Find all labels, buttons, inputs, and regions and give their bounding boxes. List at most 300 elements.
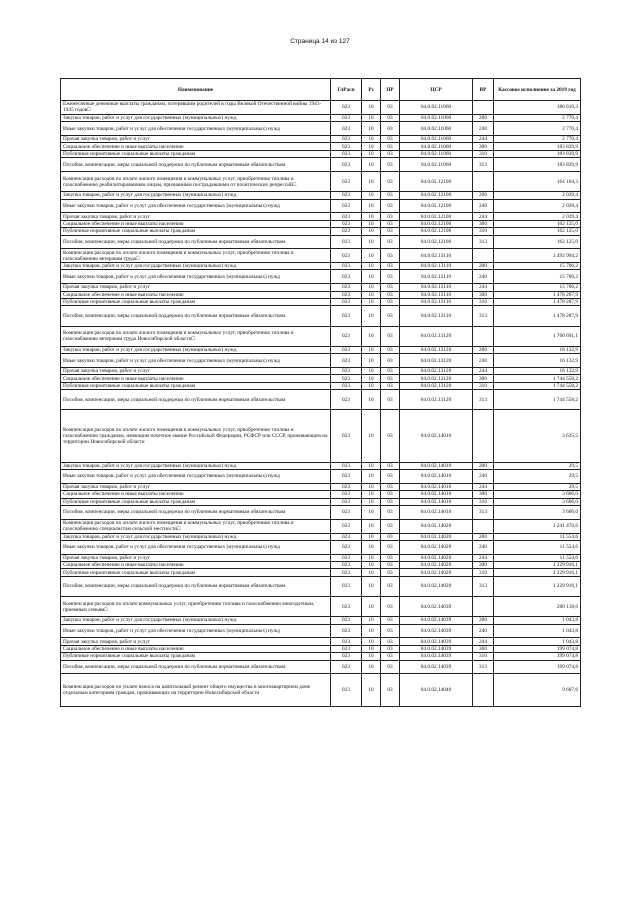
row-grbs: 023 bbox=[331, 326, 362, 346]
column-header-vr: ВР bbox=[473, 79, 494, 101]
table-row bbox=[61, 291, 581, 298]
row-pr: 03 bbox=[381, 235, 400, 249]
row-csr: 04.0.02.13120 bbox=[400, 346, 473, 353]
row-name: Иные закупки товаров, работ и услуг для обеспечения государственных (муниципальных) нужд bbox=[61, 354, 331, 368]
row-name: Пособия, компенсации, меры социальной поддержки по публичным нормативным обязательствам bbox=[61, 660, 331, 674]
row-sum: 1 744 558,2 bbox=[494, 390, 581, 410]
table-row bbox=[61, 235, 581, 249]
row-pr: 03 bbox=[381, 533, 400, 540]
row-name: Компенсация расходов по оплате жилого помещения и коммунальных услуг, приобретению топлива и газоснабжению гражданам, имеющим почетное звание Российской Федерации, РСФСР или СССР, проживающим на территории Новосибирской области bbox=[61, 410, 331, 462]
row-vr: 300 bbox=[473, 645, 494, 652]
row-grbs: 023 bbox=[331, 270, 362, 284]
table-row bbox=[61, 199, 581, 213]
column-header-name: Наименование bbox=[61, 79, 331, 101]
row-vr: 300 bbox=[473, 375, 494, 382]
row-grbs: 023 bbox=[331, 519, 362, 533]
table-row bbox=[61, 390, 581, 410]
row-rz: 10 bbox=[362, 660, 381, 674]
table-row bbox=[61, 597, 581, 617]
row-pr: 03 bbox=[381, 346, 400, 353]
row-grbs: 023 bbox=[331, 562, 362, 569]
row-sum: 1 493 994,2 bbox=[494, 249, 581, 263]
row-pr: 03 bbox=[381, 382, 400, 389]
row-csr: 04.0.02.14010 bbox=[400, 491, 473, 498]
row-pr: 03 bbox=[381, 505, 400, 519]
row-grbs: 023 bbox=[331, 576, 362, 596]
row-rz: 10 bbox=[362, 375, 381, 382]
table-row bbox=[61, 554, 581, 561]
row-vr: 240 bbox=[473, 469, 494, 483]
row-csr: 04.0.02.14020 bbox=[400, 569, 473, 576]
row-vr: 310 bbox=[473, 498, 494, 505]
row-grbs: 023 bbox=[331, 645, 362, 652]
row-rz: 10 bbox=[362, 576, 381, 596]
row-name: Социальное обеспечение и иные выплаты населению bbox=[61, 491, 331, 498]
row-grbs: 023 bbox=[331, 390, 362, 410]
row-vr: 244 bbox=[473, 483, 494, 490]
row-sum: 15 706,2 bbox=[494, 263, 581, 270]
row-rz: 10 bbox=[362, 171, 381, 191]
row-csr: 04.0.02.13120 bbox=[400, 368, 473, 375]
row-rz: 10 bbox=[362, 533, 381, 540]
row-grbs: 023 bbox=[331, 540, 362, 554]
row-name: Публичные нормативные социальные выплаты гражданам bbox=[61, 569, 331, 576]
row-rz: 10 bbox=[362, 235, 381, 249]
row-grbs: 023 bbox=[331, 192, 362, 199]
row-name: Закупка товаров, работ и услуг для государственных (муниципальных) нужд bbox=[61, 533, 331, 540]
row-sum: 183 839,9 bbox=[494, 143, 581, 150]
row-csr: 04.0.02.14020 bbox=[400, 533, 473, 540]
row-name: Иные закупки товаров, работ и услуг для обеспечения государственных (муниципальных) нужд bbox=[61, 624, 331, 638]
row-sum: 199 074,8 bbox=[494, 653, 581, 660]
column-header-csr: ЦСР bbox=[400, 79, 473, 101]
row-name: Закупка товаров, работ и услуг для государственных (муниципальных) нужд bbox=[61, 263, 331, 270]
row-sum: 2 770,4 bbox=[494, 122, 581, 136]
row-name: Прочая закупка товаров, работ и услуг bbox=[61, 284, 331, 291]
row-pr: 03 bbox=[381, 299, 400, 306]
row-csr: 04.0.02.14020 bbox=[400, 519, 473, 533]
table-row bbox=[61, 562, 581, 569]
table-row bbox=[61, 469, 581, 483]
row-grbs: 023 bbox=[331, 114, 362, 121]
row-sum: 162 125,0 bbox=[494, 220, 581, 227]
row-grbs: 023 bbox=[331, 375, 362, 382]
row-name: Иные закупки товаров, работ и услуг для обеспечения государственных (муниципальных) нужд bbox=[61, 469, 331, 483]
row-grbs: 023 bbox=[331, 491, 362, 498]
row-csr: 04.0.02.11060 bbox=[400, 158, 473, 172]
row-vr: 240 bbox=[473, 270, 494, 284]
row-rz: 10 bbox=[362, 270, 381, 284]
row-csr: 04.0.02.14020 bbox=[400, 562, 473, 569]
table-row bbox=[61, 158, 581, 172]
table-row bbox=[61, 491, 581, 498]
row-rz: 10 bbox=[362, 192, 381, 199]
row-csr: 04.0.02.11060 bbox=[400, 150, 473, 157]
row-pr: 03 bbox=[381, 101, 400, 115]
row-grbs: 023 bbox=[331, 483, 362, 490]
row-grbs: 023 bbox=[331, 653, 362, 660]
table-row bbox=[61, 645, 581, 652]
row-vr: 300 bbox=[473, 491, 494, 498]
table-row bbox=[61, 150, 581, 157]
row-vr bbox=[473, 410, 494, 462]
row-rz: 10 bbox=[362, 228, 381, 235]
row-pr: 03 bbox=[381, 228, 400, 235]
table-row bbox=[61, 326, 581, 346]
table-row bbox=[61, 192, 581, 199]
row-csr: 04.0.02.14039 bbox=[400, 617, 473, 624]
row-csr: 04.0.02.14039 bbox=[400, 638, 473, 645]
row-name: Компенсация расходов по оплате жилого помещения и коммунальных услуг, приобретению топлива и газоснабжению ветеранам труда Новосибирской области□ bbox=[61, 326, 331, 346]
row-grbs: 023 bbox=[331, 533, 362, 540]
row-grbs: 023 bbox=[331, 122, 362, 136]
table-header-row bbox=[61, 79, 581, 101]
row-vr: 240 bbox=[473, 122, 494, 136]
row-pr: 03 bbox=[381, 135, 400, 142]
row-sum: 183 839,9 bbox=[494, 150, 581, 157]
row-csr: 04.0.02.13110 bbox=[400, 306, 473, 326]
row-rz: 10 bbox=[362, 390, 381, 410]
row-pr: 03 bbox=[381, 291, 400, 298]
row-name: Закупка товаров, работ и услуг для государственных (муниципальных) нужд bbox=[61, 114, 331, 121]
row-rz: 10 bbox=[362, 101, 381, 115]
row-sum: 11 554,6 bbox=[494, 533, 581, 540]
table-row bbox=[61, 617, 581, 624]
row-name: Прочая закупка товаров, работ и услуг bbox=[61, 368, 331, 375]
row-name: Закупка товаров, работ и услуг для государственных (муниципальных) нужд bbox=[61, 462, 331, 469]
row-csr: 04.0.02.14020 bbox=[400, 576, 473, 596]
row-name: Прочая закупка товаров, работ и услуг bbox=[61, 135, 331, 142]
row-sum: 1 043,8 bbox=[494, 624, 581, 638]
row-sum: 16 132,9 bbox=[494, 346, 581, 353]
row-vr: 310 bbox=[473, 382, 494, 389]
row-grbs: 023 bbox=[331, 624, 362, 638]
row-sum: 164 164,3 bbox=[494, 171, 581, 191]
row-rz: 10 bbox=[362, 346, 381, 353]
row-sum: 2 039,4 bbox=[494, 192, 581, 199]
row-csr: 04.0.02.13120 bbox=[400, 382, 473, 389]
row-pr: 03 bbox=[381, 270, 400, 284]
column-header-sum: Кассовое исполнение за 2019 год bbox=[494, 79, 581, 101]
row-pr: 03 bbox=[381, 114, 400, 121]
row-rz: 10 bbox=[362, 306, 381, 326]
table-row bbox=[61, 270, 581, 284]
row-csr: 04.0.02.14039 bbox=[400, 645, 473, 652]
row-grbs: 023 bbox=[331, 368, 362, 375]
row-vr: 240 bbox=[473, 354, 494, 368]
row-vr: 200 bbox=[473, 617, 494, 624]
row-rz: 10 bbox=[362, 645, 381, 652]
row-pr: 03 bbox=[381, 150, 400, 157]
row-vr bbox=[473, 674, 494, 707]
row-grbs: 023 bbox=[331, 299, 362, 306]
row-csr: 04.0.02.14040 bbox=[400, 674, 473, 707]
column-header-grbs: ГлРасп bbox=[331, 79, 362, 101]
row-vr: 200 bbox=[473, 263, 494, 270]
row-pr: 03 bbox=[381, 122, 400, 136]
row-sum: 162 125,0 bbox=[494, 228, 581, 235]
row-vr: 310 bbox=[473, 228, 494, 235]
row-rz: 10 bbox=[362, 674, 381, 707]
row-name: Социальное обеспечение и иные выплаты населению bbox=[61, 375, 331, 382]
row-sum: 1 478 287,9 bbox=[494, 291, 581, 298]
row-grbs: 023 bbox=[331, 158, 362, 172]
row-pr: 03 bbox=[381, 498, 400, 505]
table-row bbox=[61, 462, 581, 469]
row-rz: 10 bbox=[362, 462, 381, 469]
row-rz: 10 bbox=[362, 291, 381, 298]
row-pr: 03 bbox=[381, 624, 400, 638]
row-grbs: 023 bbox=[331, 346, 362, 353]
row-sum: 183 839,9 bbox=[494, 158, 581, 172]
row-csr: 04.0.02.11060 bbox=[400, 143, 473, 150]
row-pr: 03 bbox=[381, 653, 400, 660]
row-grbs: 023 bbox=[331, 235, 362, 249]
table-row bbox=[61, 638, 581, 645]
row-vr: 313 bbox=[473, 576, 494, 596]
row-grbs: 023 bbox=[331, 199, 362, 213]
row-sum: 16 132,9 bbox=[494, 354, 581, 368]
row-vr: 310 bbox=[473, 569, 494, 576]
row-rz: 10 bbox=[362, 135, 381, 142]
row-sum: 2 039,4 bbox=[494, 199, 581, 213]
row-csr: 04.0.02.14010 bbox=[400, 469, 473, 483]
row-csr: 04.0.02.14010 bbox=[400, 462, 473, 469]
row-name: Компенсация расходов по оплате коммунальных услуг, приобретению топлива и газоснабжению многодетным, приемным семьям□ bbox=[61, 597, 331, 617]
row-rz: 10 bbox=[362, 284, 381, 291]
row-vr: 313 bbox=[473, 235, 494, 249]
row-rz: 10 bbox=[362, 114, 381, 121]
row-name: Социальное обеспечение и иные выплаты населению bbox=[61, 143, 331, 150]
row-rz: 10 bbox=[362, 220, 381, 227]
row-sum: 1 229 916,1 bbox=[494, 576, 581, 596]
row-sum: 9 607,6 bbox=[494, 674, 581, 707]
row-pr: 03 bbox=[381, 617, 400, 624]
row-vr: 300 bbox=[473, 562, 494, 569]
row-grbs: 023 bbox=[331, 171, 362, 191]
row-name: Пособия, компенсации, меры социальной поддержки по публичным нормативным обязательствам bbox=[61, 390, 331, 410]
row-grbs: 023 bbox=[331, 569, 362, 576]
row-rz: 10 bbox=[362, 540, 381, 554]
row-sum: 1 229 916,1 bbox=[494, 569, 581, 576]
row-pr: 03 bbox=[381, 192, 400, 199]
row-rz: 10 bbox=[362, 562, 381, 569]
row-grbs: 023 bbox=[331, 660, 362, 674]
row-name: Иные закупки товаров, работ и услуг для обеспечения государственных (муниципальных) нужд bbox=[61, 199, 331, 213]
row-csr: 04.0.02.13110 bbox=[400, 291, 473, 298]
row-vr bbox=[473, 171, 494, 191]
row-vr: 300 bbox=[473, 220, 494, 227]
row-pr: 03 bbox=[381, 143, 400, 150]
row-rz: 10 bbox=[362, 483, 381, 490]
table-row bbox=[61, 624, 581, 638]
row-vr bbox=[473, 249, 494, 263]
row-vr: 310 bbox=[473, 653, 494, 660]
row-sum: 16 132,9 bbox=[494, 368, 581, 375]
row-vr: 244 bbox=[473, 135, 494, 142]
table-row bbox=[61, 410, 581, 462]
row-csr: 04.0.02.14039 bbox=[400, 624, 473, 638]
row-rz: 10 bbox=[362, 158, 381, 172]
row-vr: 244 bbox=[473, 284, 494, 291]
row-pr: 03 bbox=[381, 554, 400, 561]
row-grbs: 023 bbox=[331, 150, 362, 157]
row-sum: 2 039,4 bbox=[494, 213, 581, 220]
row-grbs: 023 bbox=[331, 135, 362, 142]
row-sum: 3 606,0 bbox=[494, 505, 581, 519]
row-grbs: 023 bbox=[331, 410, 362, 462]
table-row bbox=[61, 299, 581, 306]
row-name: Пособия, компенсации, меры социальной поддержки по публичным нормативным обязательствам bbox=[61, 576, 331, 596]
row-sum: 15 706,2 bbox=[494, 284, 581, 291]
row-sum: 1 043,8 bbox=[494, 617, 581, 624]
row-csr: 04.0.02.13120 bbox=[400, 375, 473, 382]
table-row bbox=[61, 213, 581, 220]
row-sum: 1 043,8 bbox=[494, 638, 581, 645]
row-name: Прочая закупка товаров, работ и услуг bbox=[61, 554, 331, 561]
column-header-pr: ПР bbox=[381, 79, 400, 101]
row-name: Компенсация расходов по уплате взноса на капитальный ремонт общего имущества в многоквартирном доме отдельным категориям граждан, проживающих на территории Новосибирской области bbox=[61, 674, 331, 707]
row-csr: 04.0.02.14010 bbox=[400, 498, 473, 505]
row-sum: 2 770,4 bbox=[494, 114, 581, 121]
table-row bbox=[61, 368, 581, 375]
row-rz: 10 bbox=[362, 249, 381, 263]
row-pr: 03 bbox=[381, 576, 400, 596]
table-row bbox=[61, 533, 581, 540]
table-row bbox=[61, 284, 581, 291]
row-vr bbox=[473, 519, 494, 533]
row-vr: 240 bbox=[473, 199, 494, 213]
row-sum: 15 706,2 bbox=[494, 270, 581, 284]
row-rz: 10 bbox=[362, 505, 381, 519]
row-pr: 03 bbox=[381, 660, 400, 674]
row-pr: 03 bbox=[381, 284, 400, 291]
row-rz: 10 bbox=[362, 554, 381, 561]
row-rz: 10 bbox=[362, 617, 381, 624]
row-name: Социальное обеспечение и иные выплаты населению bbox=[61, 220, 331, 227]
row-name: Социальное обеспечение и иные выплаты населению bbox=[61, 562, 331, 569]
table-row bbox=[61, 228, 581, 235]
row-grbs: 023 bbox=[331, 101, 362, 115]
row-pr: 03 bbox=[381, 220, 400, 227]
row-csr: 04.0.02.13110 bbox=[400, 249, 473, 263]
row-vr: 244 bbox=[473, 368, 494, 375]
row-csr: 04.0.02.11060 bbox=[400, 101, 473, 115]
column-header-rz: Рз bbox=[362, 79, 381, 101]
row-grbs: 023 bbox=[331, 674, 362, 707]
row-grbs: 023 bbox=[331, 354, 362, 368]
row-pr: 03 bbox=[381, 368, 400, 375]
row-rz: 10 bbox=[362, 653, 381, 660]
row-vr: 200 bbox=[473, 114, 494, 121]
row-grbs: 023 bbox=[331, 228, 362, 235]
row-vr: 313 bbox=[473, 306, 494, 326]
table-row bbox=[61, 263, 581, 270]
row-rz: 10 bbox=[362, 382, 381, 389]
row-csr: 04.0.02.13110 bbox=[400, 284, 473, 291]
row-sum: 162 125,0 bbox=[494, 235, 581, 249]
row-pr: 03 bbox=[381, 171, 400, 191]
row-pr: 03 bbox=[381, 491, 400, 498]
row-pr: 03 bbox=[381, 390, 400, 410]
row-vr: 300 bbox=[473, 143, 494, 150]
row-sum: 2 770,4 bbox=[494, 135, 581, 142]
row-pr: 03 bbox=[381, 410, 400, 462]
row-pr: 03 bbox=[381, 638, 400, 645]
row-pr: 03 bbox=[381, 354, 400, 368]
row-pr: 03 bbox=[381, 199, 400, 213]
row-rz: 10 bbox=[362, 498, 381, 505]
row-pr: 03 bbox=[381, 469, 400, 483]
row-name: Социальное обеспечение и иные выплаты населению bbox=[61, 291, 331, 298]
row-csr: 04.0.02.12100 bbox=[400, 220, 473, 227]
table-row bbox=[61, 354, 581, 368]
table-row bbox=[61, 101, 581, 115]
row-rz: 10 bbox=[362, 326, 381, 346]
row-sum: 199 074,8 bbox=[494, 660, 581, 674]
row-csr: 04.0.02.13110 bbox=[400, 263, 473, 270]
row-name: Прочая закупка товаров, работ и услуг bbox=[61, 638, 331, 645]
table-row bbox=[61, 306, 581, 326]
row-pr: 03 bbox=[381, 306, 400, 326]
row-grbs: 023 bbox=[331, 213, 362, 220]
row-sum: 1 478 287,9 bbox=[494, 299, 581, 306]
row-rz: 10 bbox=[362, 299, 381, 306]
row-vr: 200 bbox=[473, 192, 494, 199]
row-grbs: 023 bbox=[331, 469, 362, 483]
budget-table bbox=[60, 78, 581, 707]
row-csr: 04.0.02.11060 bbox=[400, 135, 473, 142]
row-rz: 10 bbox=[362, 150, 381, 157]
row-pr: 03 bbox=[381, 263, 400, 270]
row-name: Публичные нормативные социальные выплаты гражданам bbox=[61, 382, 331, 389]
row-rz: 10 bbox=[362, 213, 381, 220]
row-rz: 10 bbox=[362, 597, 381, 617]
table-row bbox=[61, 114, 581, 121]
row-sum: 29,5 bbox=[494, 469, 581, 483]
row-name: Пособия, компенсации, меры социальной поддержки по публичным нормативным обязательствам bbox=[61, 505, 331, 519]
row-name: Публичные нормативные социальные выплаты гражданам bbox=[61, 498, 331, 505]
table-row bbox=[61, 519, 581, 533]
table-row bbox=[61, 135, 581, 142]
table-row bbox=[61, 346, 581, 353]
row-pr: 03 bbox=[381, 158, 400, 172]
row-vr: 244 bbox=[473, 638, 494, 645]
row-pr: 03 bbox=[381, 519, 400, 533]
row-csr: 04.0.02.13110 bbox=[400, 270, 473, 284]
row-sum: 3 635,5 bbox=[494, 410, 581, 462]
row-vr: 244 bbox=[473, 213, 494, 220]
row-name: Социальное обеспечение и иные выплаты населению bbox=[61, 645, 331, 652]
row-grbs: 023 bbox=[331, 617, 362, 624]
row-csr: 04.0.02.11060 bbox=[400, 114, 473, 121]
page-header: Страница 14 из 127 bbox=[290, 38, 350, 45]
row-vr: 240 bbox=[473, 540, 494, 554]
row-sum: 1 760 691,1 bbox=[494, 326, 581, 346]
row-vr: 313 bbox=[473, 505, 494, 519]
row-rz: 10 bbox=[362, 410, 381, 462]
row-rz: 10 bbox=[362, 519, 381, 533]
row-csr: 04.0.02.11060 bbox=[400, 122, 473, 136]
row-name: Пособия, компенсации, меры социальной поддержки по публичным нормативным обязательствам bbox=[61, 306, 331, 326]
row-name: Закупка товаров, работ и услуг для государственных (муниципальных) нужд bbox=[61, 617, 331, 624]
row-grbs: 023 bbox=[331, 249, 362, 263]
row-rz: 10 bbox=[362, 199, 381, 213]
table-row bbox=[61, 220, 581, 227]
row-pr: 03 bbox=[381, 375, 400, 382]
row-rz: 10 bbox=[362, 122, 381, 136]
row-pr: 03 bbox=[381, 569, 400, 576]
